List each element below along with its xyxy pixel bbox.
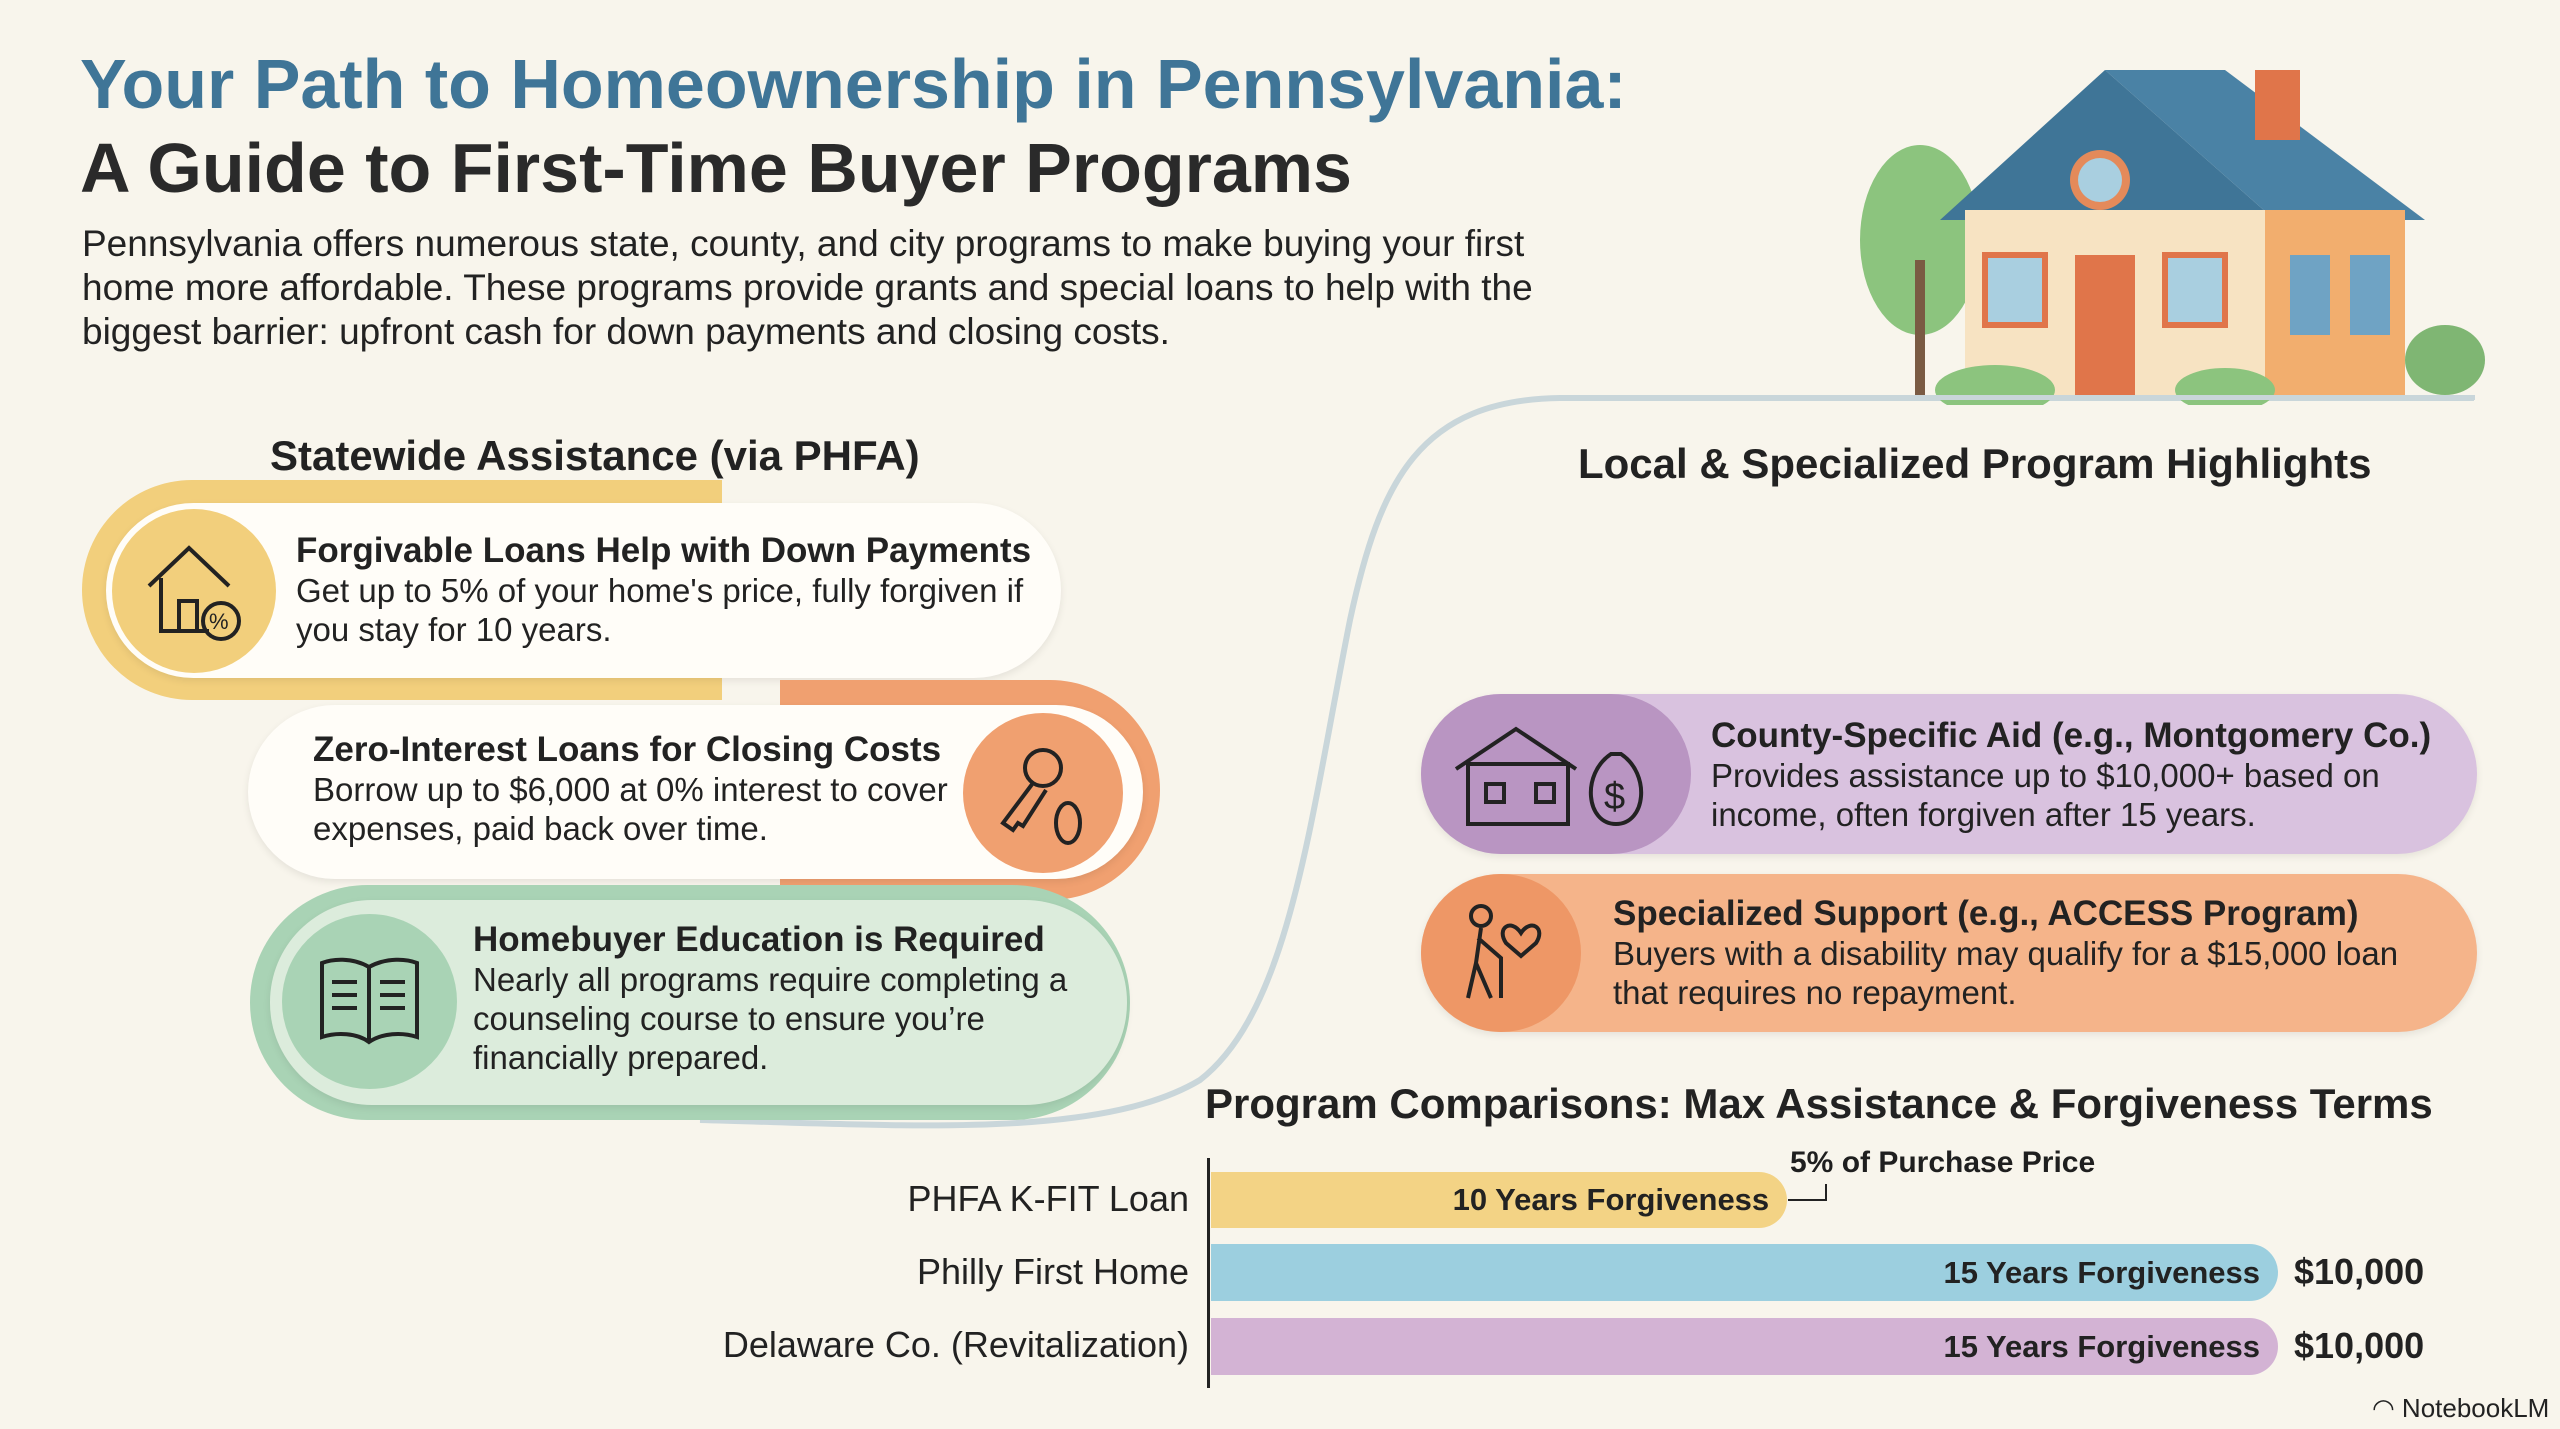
card-forgivable-loans — [106, 503, 1061, 678]
card-body: Get up to 5% of your home's price, fully forgiven if you stay for 10 years. — [296, 572, 1024, 648]
chart-title: Program Comparisons: Max Assistance & Forgiveness Terms — [1205, 1080, 2433, 1127]
bar-philly-first-home: 15 Years Forgiveness — [1211, 1244, 2278, 1301]
card-homebuyer-education — [270, 900, 1127, 1105]
title-line-2: A Guide to First-Time Buyer Programs — [80, 129, 1352, 207]
card-body: Buyers with a disability may qualify for a $15,000 loan that requires no repayment. — [1613, 935, 2399, 1011]
notebooklm-brand — [2372, 1393, 2549, 1424]
notebooklm-logo-icon: ◠ — [2372, 1393, 2402, 1423]
title-line-1: Your Path to Homeownership in Pennsylvania: — [80, 45, 1627, 123]
bar-phfa-kfit: 10 Years Forgiveness — [1211, 1172, 1787, 1228]
value-label: $10,000 — [2294, 1251, 2425, 1292]
intro-paragraph: Pennsylvania offers numerous state, county, and city programs to make buying your first home more affordable. These programs provide grants and special loans to help with the biggest barrier: upfront cash for down payments and closing costs. — [82, 223, 1533, 352]
person-cane-heart-icon — [1421, 874, 1581, 1032]
category-label: Delaware Co. (Revitalization) — [722, 1324, 1189, 1365]
category-label: Philly First Home — [916, 1251, 1189, 1292]
svg-text:$: $ — [1604, 776, 1626, 818]
card-body: Borrow up to $6,000 at 0% interest to cover expenses, paid back over time. — [313, 771, 948, 847]
annotation-leader — [1788, 1180, 1828, 1205]
house-illustration — [1845, 60, 2485, 405]
statewide-heading: Statewide Assistance (via PHFA) — [270, 432, 920, 479]
value-label: $10,000 — [2294, 1325, 2425, 1366]
card-specialized-support — [1421, 874, 2477, 1032]
card-title: Zero-Interest Loans for Closing Costs — [313, 730, 942, 769]
card-zero-interest — [248, 705, 1143, 879]
card-body: Nearly all programs require completing a counseling course to ensure you’re financially prepared. — [473, 961, 1068, 1076]
chart-axis — [1207, 1158, 1210, 1388]
card-title: Homebuyer Education is Required — [473, 920, 1045, 959]
key-zero-icon — [963, 713, 1123, 873]
card-title: Specialized Support (e.g., ACCESS Program) — [1613, 894, 2359, 933]
card-county-aid — [1421, 694, 2477, 854]
value-label: 5% of Purchase Price — [1790, 1146, 2096, 1179]
bar-delaware-co: 15 Years Forgiveness — [1211, 1318, 2278, 1375]
house-money-bag-icon — [1421, 694, 1691, 854]
card-title: Forgivable Loans Help with Down Payments — [296, 531, 1032, 570]
category-label: PHFA K-FIT Loan — [907, 1178, 1189, 1219]
card-body: Provides assistance up to $10,000+ based on income, often forgiven after 15 years. — [1711, 757, 2380, 833]
card-title: County-Specific Aid (e.g., Montgomery Co.) — [1711, 716, 2432, 755]
open-book-icon — [282, 914, 457, 1089]
house-percent-icon — [112, 509, 276, 673]
local-heading: Local & Specialized Program Highlights — [1578, 440, 2372, 487]
svg-text:%: % — [209, 609, 229, 634]
brand-label: NotebookLM — [2401, 1393, 2550, 1423]
